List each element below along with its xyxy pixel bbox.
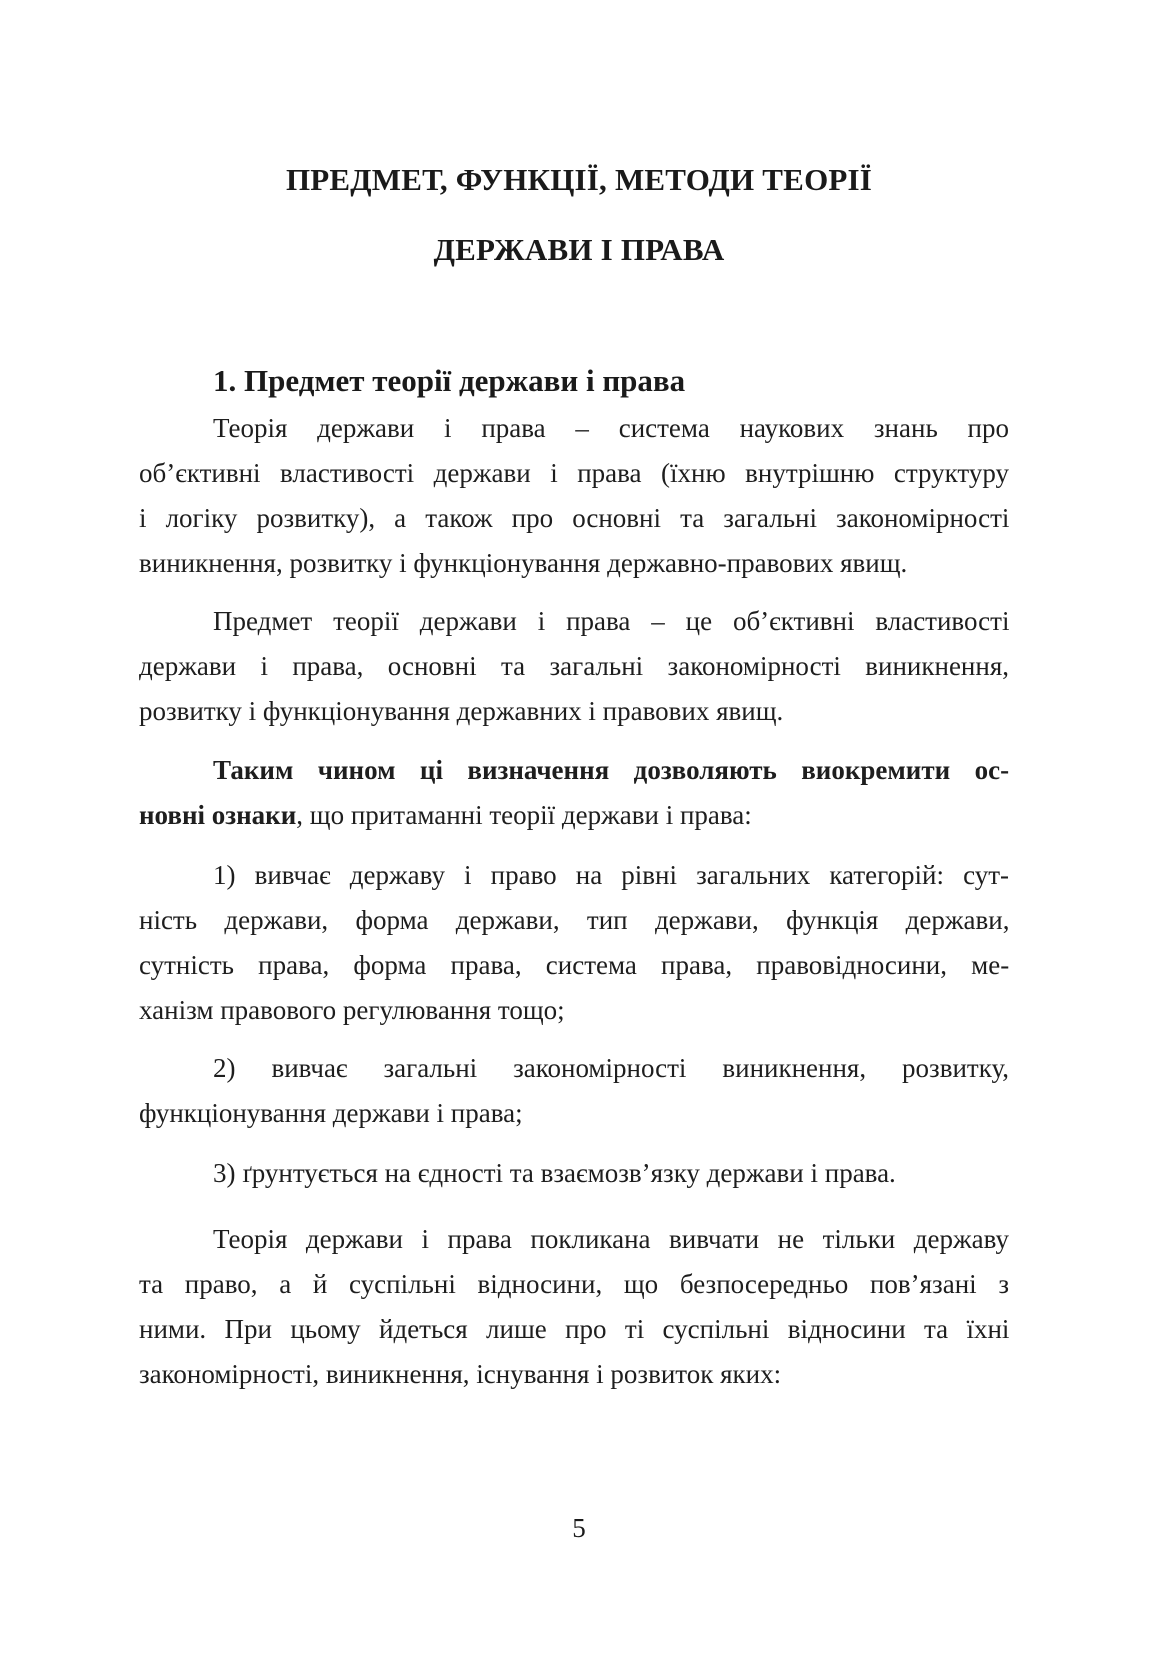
paragraph-3-bold-2: новні ознаки bbox=[139, 800, 297, 830]
paragraph-4-line-4: ханізм правового регулювання тощо; bbox=[139, 995, 565, 1025]
paragraph-5-line-1: 2) вивчає загальні закономірності виникнення, розвитку, bbox=[213, 1053, 1009, 1083]
paragraph-2-line-3: розвитку і функціонування державних і правових явищ. bbox=[139, 696, 784, 726]
paragraph-1-line-2: об’єктивні властивості держави і права (їхню внутрішню структуру bbox=[139, 458, 1009, 488]
paragraph-3-line-2 bbox=[139, 793, 1009, 838]
paragraph-4-line-3: сутність права, форма права, система права, правовідносини, ме- bbox=[139, 950, 1010, 980]
paragraph-2-line-1: Предмет теорії держави і права – це об’єктивні властивості bbox=[213, 606, 1010, 636]
paragraph-4-line-2: ність держави, форма держави, тип держави, функція держави, bbox=[139, 905, 1010, 935]
paragraph-1-line-4: виникнення, розвитку і функціонування державно-правових явищ. bbox=[139, 548, 908, 578]
paragraph-4 bbox=[139, 853, 1009, 1033]
paragraph-7 bbox=[139, 1217, 1009, 1397]
paragraph-3-bold-1: Таким чином ці визначення дозволяють виокремити ос- bbox=[213, 755, 1010, 785]
paragraph-6 bbox=[139, 1151, 1009, 1196]
paragraph-5-line-2: функціонування держави і права; bbox=[139, 1098, 523, 1128]
chapter-title-line-1: ПРЕДМЕТ, ФУНКЦІЇ, МЕТОДИ ТЕОРІЇ bbox=[285, 162, 873, 197]
paragraph-4-line-1: 1) вивчає державу і право на рівні загальних категорій: сут- bbox=[213, 860, 1009, 890]
paragraph-3 bbox=[139, 748, 1009, 838]
section-heading: 1. Предмет теорії держави і права bbox=[213, 363, 686, 398]
paragraph-3-rest-2: , що притаманні теорії держави і права: bbox=[296, 800, 752, 830]
paragraph-7-line-4: закономірності, виникнення, існування і розвиток яких: bbox=[139, 1359, 782, 1389]
paragraph-1 bbox=[139, 406, 1009, 586]
paragraph-6-line-1: 3) ґрунтується на єдності та взаємозв’язку держави і права. bbox=[213, 1158, 896, 1188]
paragraph-7-line-3: ними. При цьому йдеться лише про ті суспільні відносини та їхні bbox=[139, 1314, 1010, 1344]
paragraph-2 bbox=[139, 599, 1009, 734]
paragraph-1-line-3: і логіку розвитку), а також про основні та загальні закономірності bbox=[139, 503, 1010, 533]
paragraph-3-line-1 bbox=[139, 748, 1009, 793]
paragraph-2-line-2: держави і права, основні та загальні закономірності виникнення, bbox=[139, 651, 1009, 681]
paragraph-7-line-1: Теорія держави і права покликана вивчати не тільки державу bbox=[213, 1224, 1009, 1254]
paragraph-5 bbox=[139, 1046, 1009, 1136]
page-number: 5 bbox=[572, 1513, 586, 1543]
paragraph-7-line-2: та право, а й суспільні відносини, що безпосередньо пов’язані з bbox=[139, 1269, 1009, 1299]
chapter-title-line-2: ДЕРЖАВИ І ПРАВА bbox=[433, 232, 725, 267]
paragraph-1-line-1: Теорія держави і права – система наукових знань про bbox=[213, 413, 1009, 443]
